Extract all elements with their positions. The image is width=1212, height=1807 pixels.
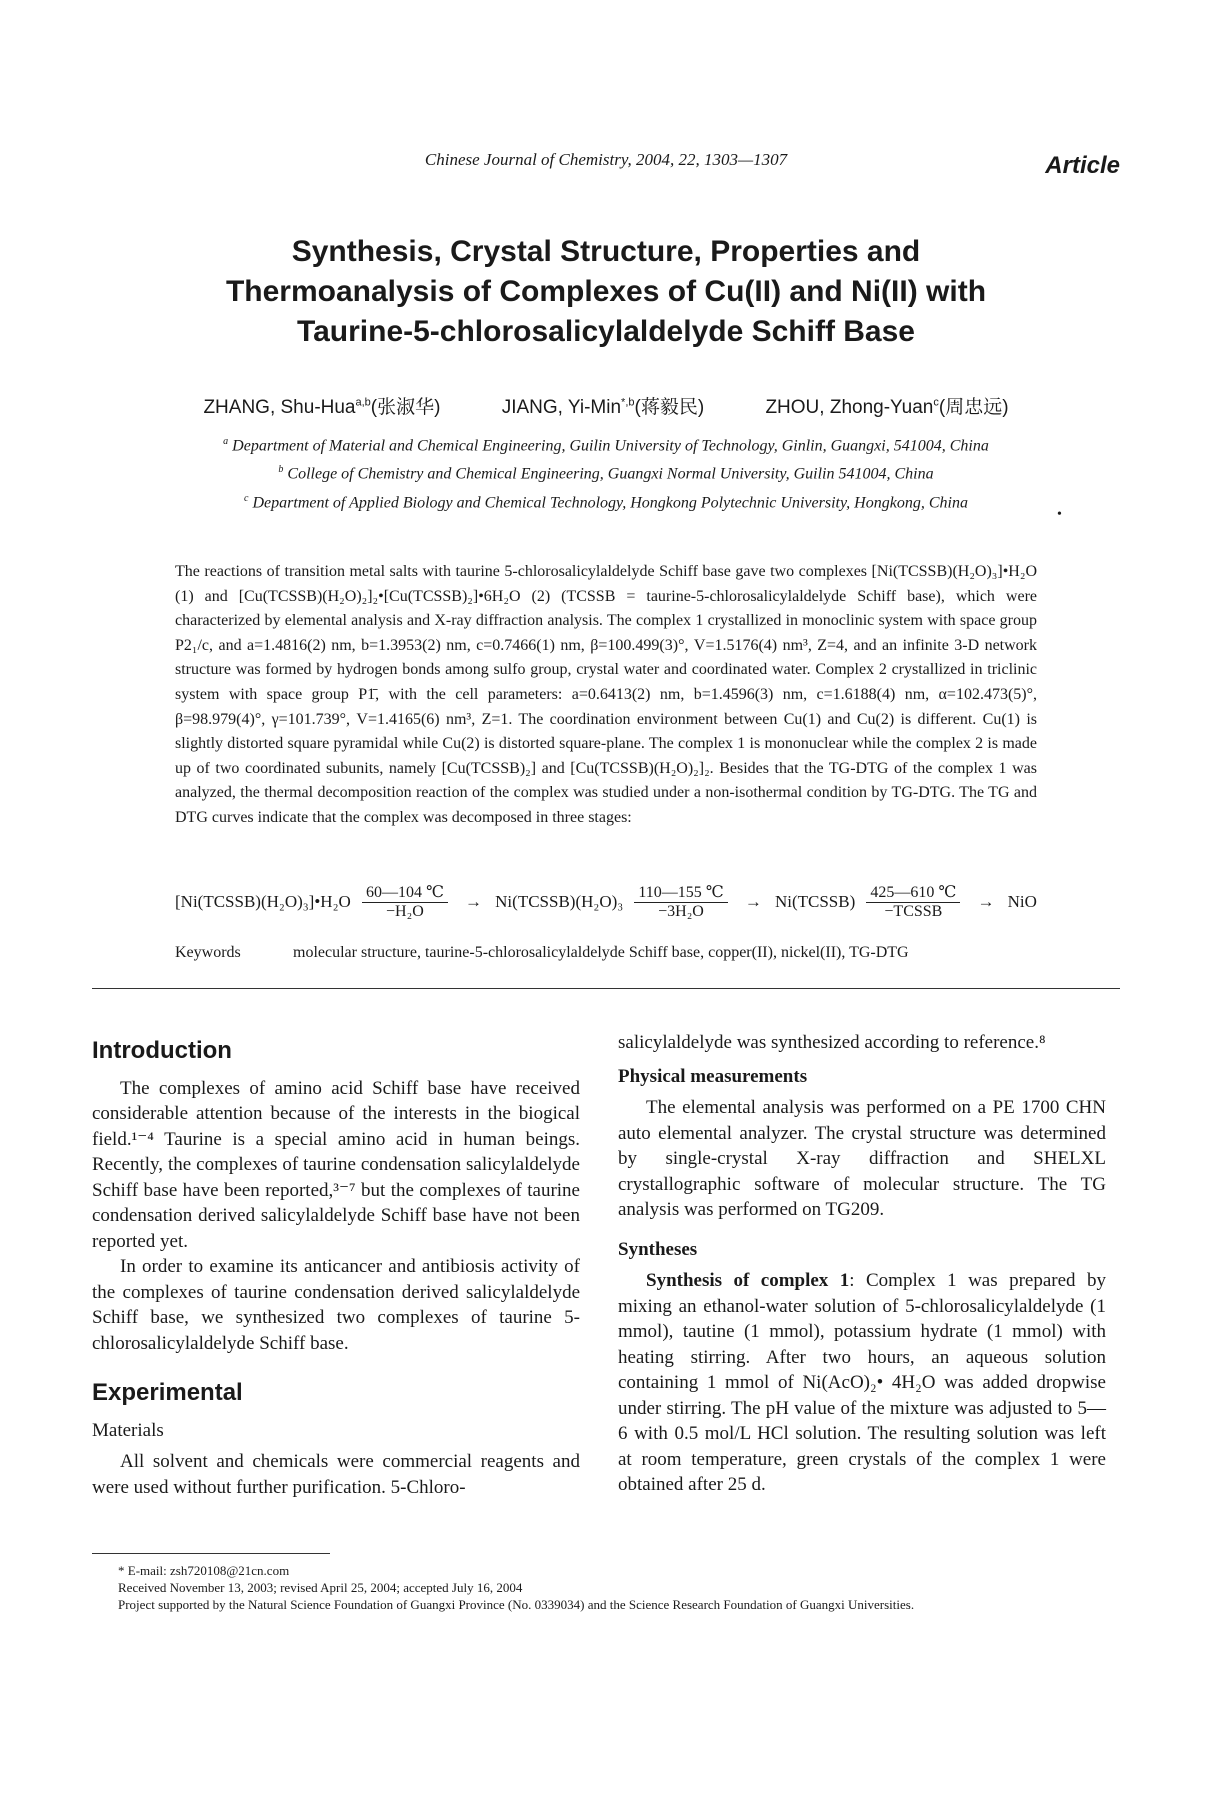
paragraph: The elemental analysis was performed on a PE 1700 CHN auto elemental analyzer. The crystal structure was determined by single-crystal X-ray diffraction and SHELXL crystallographic software of molecular structure. The TG analysis was performed on TG209. [618,1097,1106,1220]
heading-experimental: Experimental [92,1379,243,1406]
footnote-divider [92,1553,330,1554]
affiliation: $^b$ College of Chemistry and Chemical Engineering, Guangxi Normal University, Guilin 541004, China [278,464,934,483]
species: NiO [1007,891,1037,911]
arrow-icon: → [977,891,995,911]
right-column [618,1030,1106,1498]
title-line: Thermoanalysis of Complexes of Cu(II) and Ni(II) with [225,275,987,308]
paragraph: Synthesis of complex 1: Complex 1 was prepared by mixing an ethanol-water solution of 5-chlorosalicylaldelyde (1 mmol), tautine (1 mmol), potassium hydrate (1 mmol) with heating stirring. After two hours, an aqueous solution containing 1 mmol of Ni(AcO)₂• 4H₂O was added dropwise under stirring. The pH value of the mixture was adjusted to 5—6 with 0.5 mol/L HCl solution. The resulting solution was left at room temperature, green crystals of the complex 1 were obtained after 25 d. [618,1270,1106,1495]
footnote-funding: Project supported by the Natural Science Foundation of Guangxi Province (No. 0339034) and the Science Research Foundation of Guangxi Universities. [118,1597,915,1612]
paper-title [150,232,1062,352]
arrow-icon: → [465,891,482,911]
species: Ni(TCSSB) [774,891,856,911]
article-type-label: Article [1045,152,1120,179]
keywords-text: molecular structure, taurine-5-chlorosalicylaldelyde Schiff base, copper(II), nickel(II), TG-DTG [293,944,909,961]
author: JIANG, Yi-Min$^{*,b}$(蒋毅民) [501,396,705,418]
heading-materials: Materials [92,1419,164,1441]
author-list [0,392,1212,419]
journal-citation: Chinese Journal of Chemistry, 2004, 22, 1303—1307 [424,150,788,169]
arrow-icon: → [744,891,762,911]
left-column [92,1038,580,1500]
heading-physical-measurements: Physical measurements [618,1065,808,1087]
affiliation: $^c$ Department of Applied Biology and Chemical Technology, Hongkong Polytechnic University, Hongkong, China [244,492,968,511]
footnotes [118,1562,1098,1613]
decomposition-scheme [175,882,1037,921]
keywords [175,944,1055,962]
footnote-dates: Received November 13, 2003; revised April 25, 2004; accepted July 16, 2004 [118,1580,523,1595]
species: Ni(TCSSB)(H₂O)₃ [495,891,624,911]
footnote-email: * E-mail: zsh720108@21cn.com [118,1563,290,1578]
condition: $\frac{425—610 ℃}{\text{−TCSSB}}$ [866,882,960,921]
heading-syntheses: Syntheses [618,1238,698,1260]
abstract: The reactions of transition metal salts with taurine 5-chlorosalicylaldelyde Schiff base gave two complexes [Ni(TCSSB)(H₂O)₃]•H₂O (1) and [Cu(TCSSB)(H₂O)₂]₂•[Cu(TCSSB)₂]•6H₂O (2) (TCSSB = taurine-5-chlorosalicylaldelyde Schiff base), which were characterized by elemental analysis and X-ray diffraction analysis. The complex 1 crystallized in monoclinic system with space group P2₁/c, and a=1.4816(2) nm, b=1.3953(2) nm, c=0.7466(1) nm, β=100.499(3)°, V=1.5176(4) nm³, Z=4, and an infinite 3-D network structure was formed by hydrogen bonds among sulfo group, crystal water and coordinated water. Complex 2 crystallized in triclinic system with space group P1̄, with the cell parameters: a=0.6413(2) nm, b=1.4596(3) nm, c=1.6188(4) nm, α=102.473(5)°, β=98.979(4)°, γ=101.739°, V=1.4165(6) nm³, Z=1. The coordination environment between Cu(1) and Cu(2) is different. Cu(1) is slightly distorted square pyramidal while Cu(2) is distorted square-plane. The complex 1 is mononuclear while the complex 2 is made up of two coordinated subunits, namely [Cu(TCSSB)₂] and [Cu(TCSSB)(H₂O)₂]₂. Besides that the TG-DTG of the complex 1 was analyzed, the thermal decomposition reaction of the complex was studied under a non-isothermal condition by TG-DTG. The TG and DTG curves indicate that the complex was decomposed in three stages: [175,563,1037,826]
heading-introduction: Introduction [92,1037,232,1064]
paragraph: In order to examine its anticancer and antibiosis activity of the complexes of taurine condensation derived salicylaldelyde Schiff base, we synthesized two complexes of taurine 5-chlorosalicylaldelyde Schiff base. [92,1256,580,1354]
author: ZHOU, Zhong-Yuan$^c$(周忠远) [765,396,1009,418]
author: ZHANG, Shu-Hua$^{a,b}$(张淑华) [203,396,441,418]
keywords-label: Keywords [175,944,241,961]
stray-dot: • [1057,507,1062,522]
species: [Ni(TCSSB)(H₂O)₃]•H₂O [175,891,351,911]
condition: $\frac{110—155 ℃}{\text{−3H₂O}}$ [634,882,727,921]
affiliation: $^a$ Department of Material and Chemical Engineering, Guilin University of Technology, Ginlin, Guangxi, 541004, China [223,436,989,455]
title-line: Taurine-5-chlorosalicylaldelyde Schiff Base [297,315,915,348]
section-divider [92,988,1120,989]
affiliations [170,430,1042,515]
paragraph: The complexes of amino acid Schiff base have received considerable attention because of the interests in the biogical field.¹⁻⁴ Taurine is a special amino acid in human beings. Recently, the complexes of taurine condensation salicylaldelyde Schiff base have been reported,³⁻⁷ but the complexes of taurine condensation derived salicylaldelyde Schiff base have not been reported yet. [92,1077,580,1252]
condition: $\frac{60—104 ℃}{\text{−H₂O}}$ [362,882,448,921]
paragraph: salicylaldelyde was synthesized according to reference.⁸ [618,1032,1046,1053]
paragraph: All solvent and chemicals were commercial reagents and were used without further purification. 5-Chloro- [92,1451,580,1498]
title-line: Synthesis, Crystal Structure, Properties and [291,235,921,268]
